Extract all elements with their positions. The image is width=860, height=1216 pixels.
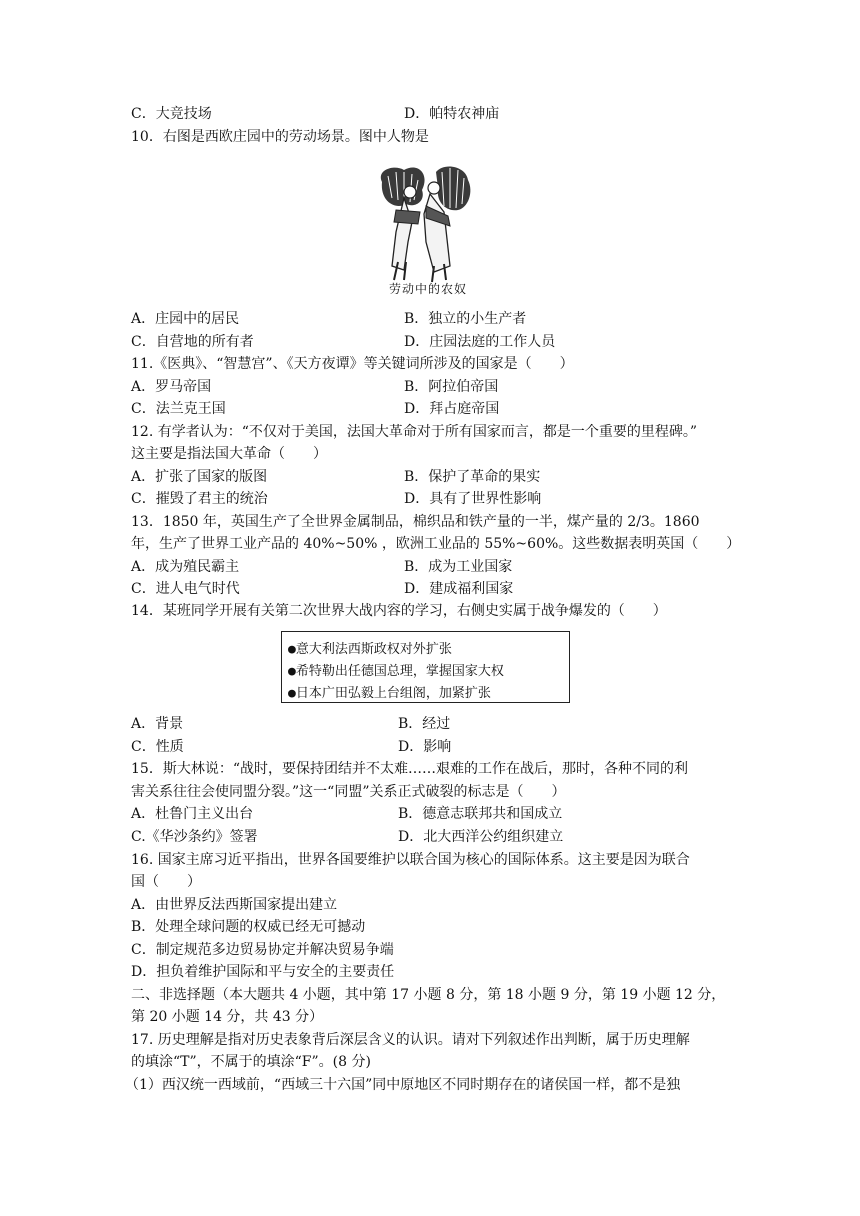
option-b: B．阿拉伯帝国 bbox=[404, 379, 499, 395]
option-a: A．扩张了国家的版图 bbox=[131, 469, 268, 485]
q16-option-c: C．制定规范多边贸易协定并解决贸易争端 bbox=[131, 942, 394, 958]
option-c: C．大竞技场 bbox=[131, 106, 212, 122]
option-d: D．北大西洋公约组织建立 bbox=[398, 829, 564, 845]
question-17-stem-line1: 17. 历史理解是指对历史表象背后深层含义的认识。请对下列叙述作出判断，属于历史理解 bbox=[131, 1032, 690, 1048]
q16-option-d: D．担负着维护国际和平与安全的主要责任 bbox=[131, 964, 395, 980]
q11-options-row1 bbox=[131, 377, 499, 397]
q13-options-row2 bbox=[131, 579, 514, 599]
option-c: C.《华沙条约》签署 bbox=[131, 829, 258, 845]
q10-options-row2 bbox=[131, 332, 556, 352]
fact-3: ●日本广田弘毅上台组阁，加紧扩张 bbox=[288, 686, 491, 701]
option-a: A．背景 bbox=[131, 716, 184, 732]
fact-2: ●希特勒出任德国总理，掌握国家大权 bbox=[288, 664, 504, 679]
option-b: B．成为工业国家 bbox=[404, 559, 513, 575]
question-16-stem-line1: 16. 国家主席习近平指出，世界各国要维护以联合国为核心的国际体系。这主要是因为联合 bbox=[131, 852, 690, 868]
option-d: D．拜占庭帝国 bbox=[404, 401, 500, 417]
question-13-stem-line2: 年，生产了世界工业产品的 40%~50% ，欧洲工业品的 55%~60%。这些数据表明英国（ ） bbox=[131, 536, 741, 552]
option-a: A．成为殖民霸主 bbox=[131, 559, 240, 575]
serfs-illustration bbox=[374, 162, 482, 290]
q16-option-b: B．处理全球问题的权威已经无可撼动 bbox=[131, 919, 366, 935]
option-b: B．保护了革命的果实 bbox=[404, 469, 541, 485]
option-b: B．德意志联邦共和国成立 bbox=[398, 806, 563, 822]
fact-1: ●意大利法西斯政权对外扩张 bbox=[288, 642, 452, 657]
q12-options-row1 bbox=[131, 467, 541, 487]
question-15-stem-line2: 害关系往往会使同盟分裂。”这一“同盟”关系正式破裂的标志是（ ） bbox=[131, 784, 566, 800]
question-14-stem: 14．某班同学开展有关第二次世界大战内容的学习，右侧史实属于战争爆发的（ ） bbox=[131, 603, 667, 619]
illustration-caption: 劳动中的农奴 bbox=[388, 282, 467, 296]
option-c: C．自营地的所有者 bbox=[131, 334, 254, 350]
section-2-heading-line1: 二、非选择题（本大题共 4 小题，其中第 17 小题 8 分，第 18 小题 9 分，第 19 小题 12 分， bbox=[131, 987, 726, 1003]
q14-options-row2 bbox=[131, 737, 452, 757]
question-12-stem-line1: 12. 有学者认为：“不仅对于美国，法国大革命对于所有国家而言，都是一个重要的里程碑。” bbox=[131, 424, 698, 440]
question-11-stem: 11.《医典》、“智慧宫”、《天方夜谭》等关键词所涉及的国家是（ ） bbox=[131, 356, 574, 372]
option-b: B．经过 bbox=[398, 716, 451, 732]
question-12-stem-line2: 这主要是指法国大革命（ ） bbox=[131, 446, 327, 462]
option-c: C．法兰克王国 bbox=[131, 401, 226, 417]
question-16-stem-line2: 国（ ） bbox=[131, 874, 201, 890]
q13-options-row1 bbox=[131, 557, 513, 577]
q11-options-row2 bbox=[131, 399, 500, 419]
option-d: D．帕特农神庙 bbox=[404, 106, 500, 122]
q16-option-a: A．由世界反法西斯国家提出建立 bbox=[131, 897, 338, 913]
question-13-stem-line1: 13．1850 年，英国生产了全世界金属制品，棉织品和铁产量的一半，煤产量的 2/3。1860 bbox=[131, 514, 700, 530]
facts-box bbox=[281, 631, 570, 703]
option-d: D．影响 bbox=[398, 739, 452, 755]
option-d: D．具有了世界性影响 bbox=[404, 491, 542, 507]
q9-options bbox=[131, 104, 500, 124]
q15-options-row2 bbox=[131, 827, 564, 847]
option-d: D．建成福利国家 bbox=[404, 581, 514, 597]
question-17-stem-line2: 的填涂“T”，不属于的填涂“F”。(8 分) bbox=[131, 1054, 371, 1070]
option-c: C．性质 bbox=[131, 739, 184, 755]
q14-options-row1 bbox=[131, 714, 451, 734]
question-17-sub1: （1）西汉统一西域前，“西域三十六国”同中原地区不同时期存在的诸侯国一样，都不是独 bbox=[125, 1077, 681, 1093]
option-c: C．进人电气时代 bbox=[131, 581, 240, 597]
question-10-stem: 10．右图是西欧庄园中的劳动场景。图中人物是 bbox=[131, 129, 429, 145]
option-a: A．罗马帝国 bbox=[131, 379, 212, 395]
q15-options-row1 bbox=[131, 804, 563, 824]
option-a: A．杜鲁门主义出台 bbox=[131, 806, 254, 822]
option-d: D．庄园法庭的工作人员 bbox=[404, 334, 556, 350]
q12-options-row2 bbox=[131, 489, 542, 509]
option-a: A．庄园中的居民 bbox=[131, 311, 240, 327]
section-2-heading-line2: 第 20 小题 14 分，共 43 分） bbox=[131, 1009, 324, 1025]
option-b: B．独立的小生产者 bbox=[404, 311, 527, 327]
q10-options-row1 bbox=[131, 309, 527, 329]
question-15-stem-line1: 15．斯大林说：“战时，要保持团结并不太难……艰难的工作在战后，那时，各种不同的利 bbox=[131, 761, 688, 777]
option-c: C．摧毁了君主的统治 bbox=[131, 491, 268, 507]
